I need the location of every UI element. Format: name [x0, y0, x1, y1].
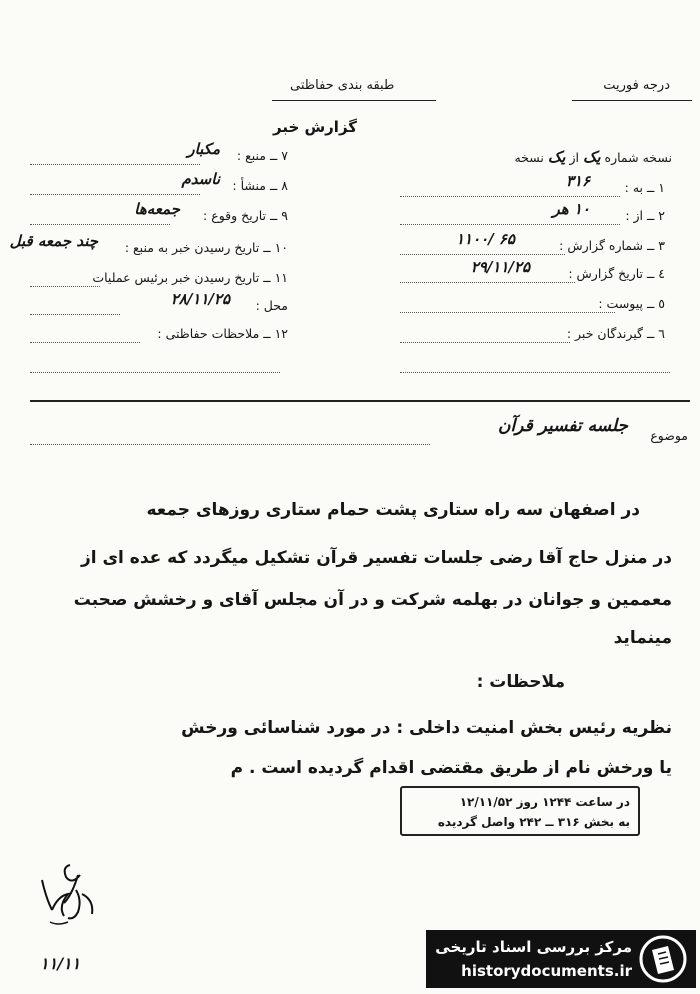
signature-number: ۱۱/۱۱	[40, 954, 81, 973]
field-security-notes-line-2	[30, 372, 280, 373]
notes-label: ملاحظات :	[476, 672, 565, 692]
field-origin-value: ناسدم	[181, 170, 220, 188]
copy-of: از	[569, 150, 579, 165]
field-report-number-value: ۱۱۰۰/ ۶۵	[455, 230, 515, 248]
field-place-label: محل :	[255, 298, 288, 313]
field-from-label: ۲ ــ از :	[625, 208, 665, 223]
copy-line	[514, 148, 672, 166]
field-source-label: ۷ ــ منبع :	[236, 148, 288, 163]
receipt-stamp	[400, 786, 640, 836]
archive-footer	[426, 930, 696, 988]
copy-suffix: نسخه	[514, 150, 544, 165]
field-to-line	[400, 196, 620, 197]
subject-label: موضوع	[650, 428, 688, 443]
body-line-4: مینماید	[613, 628, 672, 648]
field-source-received-value: چند جمعه قبل	[9, 232, 98, 250]
field-from-value: ۱۰ هر	[552, 200, 590, 218]
field-source-value: مکبار	[187, 140, 220, 158]
archive-logo-icon	[638, 934, 688, 984]
field-recipients-line-2	[400, 372, 670, 373]
notes-line-2: یا ورخش نام از طریق مقتضی اقدام گردیده است . م	[230, 758, 672, 778]
copy-total: یک	[547, 148, 566, 166]
body-line-1: در اصفهان سه راه ستاری پشت حمام ستاری روزهای جمعه	[146, 500, 640, 520]
body-line-2: در منزل حاج آقا رضی جلسات تفسیر قرآن تشکیل میگردد که عده ای از	[80, 548, 672, 568]
field-source-line	[30, 164, 200, 165]
urgency-underline	[572, 100, 692, 101]
footer-url[interactable]: historydocuments.ir	[461, 962, 632, 980]
field-occurrence-date-line	[30, 224, 170, 225]
field-recipients-line	[400, 342, 570, 343]
field-source-received-label: ۱۰ ــ تاریخ رسیدن خبر به منبع :	[124, 240, 288, 255]
field-recipients-label: ٦ ــ گیرندگان خبر :	[566, 326, 665, 341]
subject-line	[30, 444, 430, 445]
field-from-line	[400, 224, 620, 225]
field-to-value: ۳۱۶	[565, 172, 590, 190]
field-origin-line	[30, 194, 200, 195]
stamp-line-2: به بخش ۳۱۶ ــ ۲۴۲ واصل گردیده	[437, 815, 630, 829]
copy-prefix: نسخه شماره	[604, 150, 672, 165]
classification-label: طبقه بندی حفاظتی	[290, 78, 395, 93]
field-report-number-line	[400, 254, 565, 255]
field-attachment-label: ٥ ــ پیوست :	[598, 296, 665, 311]
field-occurrence-date-value: جمعه‌ها	[134, 200, 180, 218]
body-line-3: معممین و جوانان در بهلمه شرکت و در آن مجلس آقای و رخشش صحبت	[73, 590, 672, 610]
field-security-notes-label: ۱۲ ــ ملاحظات حفاظتی :	[157, 326, 288, 341]
classification-underline	[272, 100, 436, 101]
field-security-notes-line	[30, 342, 140, 343]
field-report-date-line	[400, 282, 575, 283]
notes-line-1: نظریه رئیس بخش امنیت داخلی : در مورد شناسائی ورخش	[181, 718, 672, 738]
subject-value: جلسه تفسیر قرآن	[498, 416, 628, 436]
urgency-label: درجه فوریت	[603, 78, 670, 93]
field-to-label: ۱ ــ به :	[624, 180, 665, 195]
copy-number: یک	[582, 148, 601, 166]
field-occurrence-date-label: ۹ ــ تاریخ وقوع :	[203, 208, 288, 223]
field-ops-received-line	[30, 286, 100, 287]
field-attachment-line	[400, 312, 615, 313]
field-report-date-label: ٤ ــ تاریخ گزارش :	[568, 266, 665, 281]
form-title: گزارش خبر	[272, 118, 358, 136]
section-separator	[30, 400, 690, 402]
field-place-value: ۲۸/۱۱/۲۵	[170, 290, 230, 308]
field-report-date-value: ۲۹/۱۱/۲۵	[470, 258, 530, 276]
field-place-line	[30, 314, 120, 315]
field-report-number-label: ۳ ــ شماره گزارش :	[559, 238, 665, 253]
field-ops-received-label: ۱۱ ــ تاریخ رسیدن خبر برئیس عملیات	[92, 270, 288, 285]
field-origin-label: ۸ ــ منشأ :	[232, 178, 288, 193]
stamp-line-1: در ساعت ۱۲۴۴ روز ۱۲/۱۱/۵۲	[459, 795, 630, 809]
footer-org-name: مرکز بررسی اسناد تاریخی	[435, 938, 632, 956]
